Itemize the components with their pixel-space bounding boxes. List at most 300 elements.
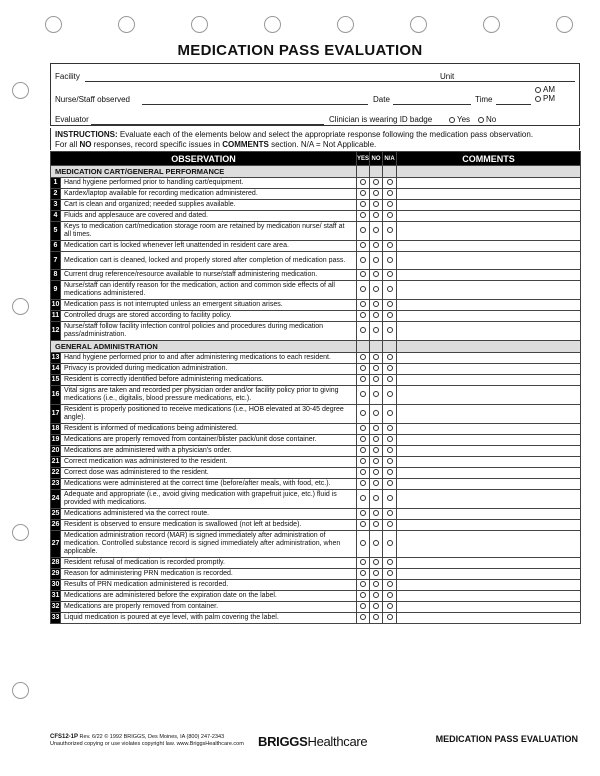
- yes-radio-cell[interactable]: [357, 509, 370, 520]
- yes-radio-cell[interactable]: [357, 457, 370, 468]
- yes-radio-cell[interactable]: [357, 189, 370, 200]
- no-radio-cell[interactable]: [370, 558, 383, 569]
- radio-icon: [449, 117, 455, 123]
- na-radio-cell[interactable]: [383, 405, 397, 424]
- radio-icon: [373, 365, 379, 371]
- table-row: [51, 241, 581, 252]
- table-row: [51, 509, 581, 520]
- no-radio-cell[interactable]: [370, 424, 383, 435]
- nurse-label: Nurse/Staff observed: [55, 95, 131, 104]
- radio-icon: [387, 425, 393, 431]
- radio-icon: [373, 425, 379, 431]
- na-radio-cell[interactable]: [383, 300, 397, 311]
- section-title: GENERAL ADMINISTRATION: [51, 341, 357, 353]
- radio-icon: [373, 312, 379, 318]
- comments-cell[interactable]: [397, 424, 581, 435]
- observation-text: Liquid medication is poured at eye level, with palm covering the label.: [61, 613, 357, 624]
- radio-icon: [387, 212, 393, 218]
- table-row: [51, 591, 581, 602]
- yes-radio-cell[interactable]: [357, 200, 370, 211]
- radio-icon: [373, 376, 379, 382]
- yes-radio-cell[interactable]: [357, 252, 370, 270]
- radio-icon: [373, 480, 379, 486]
- unit-field[interactable]: [458, 81, 575, 82]
- radio-icon: [360, 301, 366, 307]
- row-number: 2: [51, 189, 61, 200]
- na-radio-cell[interactable]: [383, 178, 397, 189]
- table-row: [51, 613, 581, 624]
- yes-radio-cell[interactable]: [357, 364, 370, 375]
- am-option[interactable]: AM: [535, 85, 555, 94]
- radio-icon: [535, 87, 541, 93]
- footer-legal: CFS12-1P Rev. 6/22 © 1992 BRIGGS, Des Moines, IA (800) 247-2343 Unauthorized copying or use violates copyright law. www.BriggsHealthcare.com: [50, 734, 244, 747]
- radio-icon: [360, 603, 366, 609]
- radio-icon: [360, 312, 366, 318]
- table-row: [51, 211, 581, 222]
- radio-icon: [360, 559, 366, 565]
- table-row: [51, 375, 581, 386]
- comments-cell[interactable]: [397, 580, 581, 591]
- radio-icon: [387, 458, 393, 464]
- row-number: 19: [51, 435, 61, 446]
- no-radio-cell[interactable]: [370, 300, 383, 311]
- na-radio-cell[interactable]: [383, 435, 397, 446]
- radio-icon: [373, 286, 379, 292]
- radio-icon: [373, 271, 379, 277]
- date-label: Date: [373, 95, 390, 104]
- row-number: 9: [51, 281, 61, 300]
- no-radio-cell[interactable]: [370, 580, 383, 591]
- radio-icon: [360, 190, 366, 196]
- radio-icon: [360, 614, 366, 620]
- yes-radio-cell[interactable]: [357, 613, 370, 624]
- na-radio-cell[interactable]: [383, 375, 397, 386]
- radio-icon: [387, 570, 393, 576]
- table-row: [51, 270, 581, 281]
- row-number: 29: [51, 569, 61, 580]
- comments-cell[interactable]: [397, 509, 581, 520]
- comments-cell[interactable]: [397, 569, 581, 580]
- row-number: 23: [51, 479, 61, 490]
- radio-icon: [373, 521, 379, 527]
- section-header-cell: [397, 166, 581, 178]
- yes-radio-cell[interactable]: [357, 405, 370, 424]
- na-radio-cell[interactable]: [383, 509, 397, 520]
- radio-icon: [373, 179, 379, 185]
- comments-cell[interactable]: [397, 405, 581, 424]
- no-radio-cell[interactable]: [370, 353, 383, 364]
- radio-icon: [387, 312, 393, 318]
- yes-radio-cell[interactable]: [357, 322, 370, 341]
- table-row: [51, 300, 581, 311]
- radio-icon: [360, 410, 366, 416]
- section-header-cell: [370, 341, 383, 353]
- radio-icon: [373, 570, 379, 576]
- radio-icon: [387, 190, 393, 196]
- time-field[interactable]: [496, 104, 531, 105]
- id-badge-yes-option[interactable]: Yes: [449, 115, 470, 124]
- radio-icon: [373, 510, 379, 516]
- na-radio-cell[interactable]: [383, 241, 397, 252]
- radio-icon: [387, 447, 393, 453]
- no-radio-cell[interactable]: [370, 457, 383, 468]
- row-number: 6: [51, 241, 61, 252]
- yes-radio-cell[interactable]: [357, 531, 370, 558]
- comments-cell[interactable]: [397, 364, 581, 375]
- na-radio-cell[interactable]: [383, 364, 397, 375]
- section-header-row: [51, 341, 581, 353]
- comments-cell[interactable]: [397, 520, 581, 531]
- radio-icon: [373, 581, 379, 587]
- yes-radio-cell[interactable]: [357, 490, 370, 509]
- no-radio-cell[interactable]: [370, 311, 383, 322]
- radio-icon: [360, 376, 366, 382]
- radio-icon: [373, 410, 379, 416]
- comments-cell[interactable]: [397, 178, 581, 189]
- yes-radio-cell[interactable]: [357, 211, 370, 222]
- row-number: 28: [51, 558, 61, 569]
- na-radio-cell[interactable]: [383, 211, 397, 222]
- no-column-header: NO: [370, 152, 383, 166]
- section-header-cell: [357, 166, 370, 178]
- yes-radio-cell[interactable]: [357, 300, 370, 311]
- table-row: [51, 468, 581, 479]
- na-radio-cell[interactable]: [383, 602, 397, 613]
- observation-text: Fluids and applesauce are covered and dated.: [61, 211, 357, 222]
- comments-cell[interactable]: [397, 479, 581, 490]
- yes-radio-cell[interactable]: [357, 569, 370, 580]
- no-radio-cell[interactable]: [370, 613, 383, 624]
- na-radio-cell[interactable]: [383, 468, 397, 479]
- comments-column-header: COMMENTS: [397, 152, 581, 166]
- observation-text: Vital signs are taken and recorded per physician order and/or facility policy prior to giving medications (i.e., digitalis, blood pressure medications, etc.).: [61, 386, 357, 405]
- comments-cell[interactable]: [397, 531, 581, 558]
- table-row: [51, 405, 581, 424]
- radio-icon: [478, 117, 484, 123]
- no-radio-cell[interactable]: [370, 178, 383, 189]
- row-number: 27: [51, 531, 61, 558]
- comments-cell[interactable]: [397, 375, 581, 386]
- comments-cell[interactable]: [397, 468, 581, 479]
- date-field[interactable]: [393, 104, 471, 105]
- no-radio-cell[interactable]: [370, 375, 383, 386]
- na-radio-cell[interactable]: [383, 222, 397, 241]
- row-number: 22: [51, 468, 61, 479]
- yes-radio-cell[interactable]: [357, 591, 370, 602]
- radio-icon: [387, 201, 393, 207]
- radio-icon: [360, 227, 366, 233]
- punch-hole: [12, 524, 29, 541]
- yes-radio-cell[interactable]: [357, 520, 370, 531]
- punch-hole: [483, 16, 500, 33]
- comments-cell[interactable]: [397, 241, 581, 252]
- observation-text: Medications are properly removed from container/blister pack/unit dose container.: [61, 435, 357, 446]
- section-header-cell: [383, 341, 397, 353]
- yes-radio-cell[interactable]: [357, 602, 370, 613]
- na-radio-cell[interactable]: [383, 322, 397, 341]
- radio-icon: [387, 410, 393, 416]
- radio-icon: [387, 286, 393, 292]
- yes-radio-cell[interactable]: [357, 241, 370, 252]
- time-label: Time: [475, 95, 493, 104]
- yes-radio-cell[interactable]: [357, 446, 370, 457]
- na-radio-cell[interactable]: [383, 531, 397, 558]
- na-radio-cell[interactable]: [383, 189, 397, 200]
- observation-text: Medication administration record (MAR) is signed immediately after administration of medication. Controlled substance record is signed immediately after administration, when applicable.: [61, 531, 357, 558]
- radio-icon: [360, 495, 366, 501]
- yes-radio-cell[interactable]: [357, 435, 370, 446]
- yes-radio-cell[interactable]: [357, 375, 370, 386]
- na-radio-cell[interactable]: [383, 479, 397, 490]
- observation-text: Current drug reference/resource available to nurse/staff administering medication.: [61, 270, 357, 281]
- yes-radio-cell[interactable]: [357, 580, 370, 591]
- punch-hole: [45, 16, 62, 33]
- yes-radio-cell[interactable]: [357, 222, 370, 241]
- comments-cell[interactable]: [397, 252, 581, 270]
- row-number: 20: [51, 446, 61, 457]
- comments-cell[interactable]: [397, 353, 581, 364]
- row-number: 26: [51, 520, 61, 531]
- radio-icon: [387, 376, 393, 382]
- radio-icon: [373, 603, 379, 609]
- na-radio-cell[interactable]: [383, 281, 397, 300]
- observation-text: Correct dose was administered to the resident.: [61, 468, 357, 479]
- no-radio-cell[interactable]: [370, 200, 383, 211]
- radio-icon: [360, 581, 366, 587]
- row-number: 31: [51, 591, 61, 602]
- table-row: [51, 602, 581, 613]
- table-row: [51, 281, 581, 300]
- id-badge-no-option[interactable]: No: [478, 115, 496, 124]
- comments-cell[interactable]: [397, 386, 581, 405]
- radio-icon: [387, 469, 393, 475]
- facility-field[interactable]: [85, 81, 469, 82]
- comments-cell[interactable]: [397, 322, 581, 341]
- radio-icon: [373, 327, 379, 333]
- comments-cell[interactable]: [397, 490, 581, 509]
- radio-icon: [373, 447, 379, 453]
- observation-text: Adequate and appropriate (i.e., avoid giving medication with grapefruit juice, etc.) fluid is provided with medications.: [61, 490, 357, 509]
- comments-cell[interactable]: [397, 613, 581, 624]
- radio-icon: [360, 257, 366, 263]
- radio-icon: [360, 201, 366, 207]
- evaluation-table: [50, 151, 581, 624]
- yes-radio-cell[interactable]: [357, 479, 370, 490]
- punch-hole: [410, 16, 427, 33]
- no-radio-cell[interactable]: [370, 468, 383, 479]
- radio-icon: [360, 540, 366, 546]
- no-radio-cell[interactable]: [370, 569, 383, 580]
- table-row: [51, 222, 581, 241]
- observation-text: Hand hygiene performed prior to and after administering medications to each resident.: [61, 353, 357, 364]
- pm-option[interactable]: PM: [535, 94, 555, 103]
- no-radio-cell[interactable]: [370, 222, 383, 241]
- row-number: 10: [51, 300, 61, 311]
- evaluator-field[interactable]: [91, 124, 324, 125]
- row-number: 12: [51, 322, 61, 341]
- no-radio-cell[interactable]: [370, 602, 383, 613]
- punch-hole: [118, 16, 135, 33]
- no-radio-cell[interactable]: [370, 270, 383, 281]
- table-row: [51, 520, 581, 531]
- radio-icon: [373, 201, 379, 207]
- na-radio-cell[interactable]: [383, 270, 397, 281]
- row-number: 21: [51, 457, 61, 468]
- row-number: 30: [51, 580, 61, 591]
- observation-text: Medications are administered before the expiration date on the label.: [61, 591, 357, 602]
- observation-text: Medications were administered at the correct time (before/after meals, with food, etc.).: [61, 479, 357, 490]
- table-row: [51, 435, 581, 446]
- no-radio-cell[interactable]: [370, 322, 383, 341]
- yes-radio-cell[interactable]: [357, 386, 370, 405]
- radio-icon: [360, 425, 366, 431]
- radio-icon: [387, 614, 393, 620]
- yes-radio-cell[interactable]: [357, 281, 370, 300]
- table-row: [51, 479, 581, 490]
- comments-cell[interactable]: [397, 281, 581, 300]
- comments-cell[interactable]: [397, 311, 581, 322]
- comments-cell[interactable]: [397, 591, 581, 602]
- comments-cell[interactable]: [397, 457, 581, 468]
- table-row: [51, 189, 581, 200]
- radio-icon: [387, 227, 393, 233]
- no-radio-cell[interactable]: [370, 591, 383, 602]
- radio-icon: [360, 458, 366, 464]
- comments-cell[interactable]: [397, 189, 581, 200]
- row-number: 33: [51, 613, 61, 624]
- no-radio-cell[interactable]: [370, 189, 383, 200]
- comments-cell[interactable]: [397, 446, 581, 457]
- na-radio-cell[interactable]: [383, 353, 397, 364]
- radio-icon: [387, 521, 393, 527]
- no-radio-cell[interactable]: [370, 252, 383, 270]
- no-radio-cell[interactable]: [370, 405, 383, 424]
- observation-text: Correct medication was administered to the resident.: [61, 457, 357, 468]
- row-number: 7: [51, 252, 61, 270]
- radio-icon: [373, 242, 379, 248]
- no-radio-cell[interactable]: [370, 386, 383, 405]
- no-radio-cell[interactable]: [370, 479, 383, 490]
- row-number: 24: [51, 490, 61, 509]
- table-row: [51, 531, 581, 558]
- no-radio-cell[interactable]: [370, 446, 383, 457]
- na-radio-cell[interactable]: [383, 591, 397, 602]
- na-radio-cell[interactable]: [383, 520, 397, 531]
- no-radio-cell[interactable]: [370, 531, 383, 558]
- punch-hole: [556, 16, 573, 33]
- observation-text: Keys to medication cart/medication storage room are retained by medication nurse/ staff at all times.: [61, 222, 357, 241]
- na-radio-cell[interactable]: [383, 580, 397, 591]
- row-number: 1: [51, 178, 61, 189]
- comments-cell[interactable]: [397, 435, 581, 446]
- form-title: MEDICATION PASS EVALUATION: [177, 42, 423, 59]
- comments-cell[interactable]: [397, 602, 581, 613]
- no-radio-cell[interactable]: [370, 435, 383, 446]
- yes-radio-cell[interactable]: [357, 178, 370, 189]
- yes-radio-cell[interactable]: [357, 468, 370, 479]
- radio-icon: [360, 327, 366, 333]
- comments-cell[interactable]: [397, 270, 581, 281]
- no-radio-cell[interactable]: [370, 281, 383, 300]
- radio-icon: [360, 286, 366, 292]
- table-row: [51, 558, 581, 569]
- table-row: [51, 322, 581, 341]
- na-radio-cell[interactable]: [383, 457, 397, 468]
- na-radio-cell[interactable]: [383, 569, 397, 580]
- na-radio-cell[interactable]: [383, 613, 397, 624]
- row-number: 4: [51, 211, 61, 222]
- comments-cell[interactable]: [397, 211, 581, 222]
- table-row: [51, 424, 581, 435]
- no-radio-cell[interactable]: [370, 241, 383, 252]
- na-radio-cell[interactable]: [383, 490, 397, 509]
- observation-text: Medications administered via the correct route.: [61, 509, 357, 520]
- no-radio-cell[interactable]: [370, 509, 383, 520]
- row-number: 15: [51, 375, 61, 386]
- observation-text: Nurse/staff can identify reason for the medication, action and common side effects of all medications administered.: [61, 281, 357, 300]
- radio-icon: [360, 447, 366, 453]
- observation-text: Resident is observed to ensure medication is swallowed (not left at bedside).: [61, 520, 357, 531]
- yes-radio-cell[interactable]: [357, 558, 370, 569]
- no-radio-cell[interactable]: [370, 520, 383, 531]
- radio-icon: [387, 301, 393, 307]
- comments-cell[interactable]: [397, 300, 581, 311]
- observation-text: Resident is properly positioned to receive medications (i.e., HOB elevated at 30-45 degree angle).: [61, 405, 357, 424]
- no-radio-cell[interactable]: [370, 490, 383, 509]
- radio-icon: [373, 354, 379, 360]
- na-radio-cell[interactable]: [383, 311, 397, 322]
- comments-cell[interactable]: [397, 222, 581, 241]
- table-row: [51, 580, 581, 591]
- row-number: 32: [51, 602, 61, 613]
- header-fields-box: [50, 63, 580, 126]
- na-radio-cell[interactable]: [383, 200, 397, 211]
- radio-icon: [360, 391, 366, 397]
- na-radio-cell[interactable]: [383, 446, 397, 457]
- observation-text: Cart is clean and organized; needed supplies available.: [61, 200, 357, 211]
- yes-radio-cell[interactable]: [357, 424, 370, 435]
- nurse-field[interactable]: [142, 104, 368, 105]
- comments-cell[interactable]: [397, 200, 581, 211]
- radio-icon: [387, 559, 393, 565]
- na-radio-cell[interactable]: [383, 252, 397, 270]
- yes-radio-cell[interactable]: [357, 353, 370, 364]
- no-radio-cell[interactable]: [370, 364, 383, 375]
- comments-cell[interactable]: [397, 558, 581, 569]
- yes-radio-cell[interactable]: [357, 311, 370, 322]
- section-header-cell: [357, 341, 370, 353]
- radio-icon: [535, 96, 541, 102]
- observation-text: Controlled drugs are stored according to facility policy.: [61, 311, 357, 322]
- yes-radio-cell[interactable]: [357, 270, 370, 281]
- na-radio-cell[interactable]: [383, 386, 397, 405]
- no-radio-cell[interactable]: [370, 211, 383, 222]
- instructions: INSTRUCTIONS: Evaluate each of the elements below and select the appropriate response following the medication pass observation. For all NO responses, record specific issues in COMMENTS section. N/A = Not Applicable.: [50, 128, 580, 150]
- row-number: 11: [51, 311, 61, 322]
- radio-icon: [360, 592, 366, 598]
- na-radio-cell[interactable]: [383, 424, 397, 435]
- punch-hole: [191, 16, 208, 33]
- punch-hole: [264, 16, 281, 33]
- radio-icon: [373, 190, 379, 196]
- radio-icon: [373, 212, 379, 218]
- radio-icon: [387, 480, 393, 486]
- observation-text: Kardex/laptop available for recording medication administered.: [61, 189, 357, 200]
- id-badge-label: Clinician is wearing ID badge: [329, 115, 433, 124]
- footer-form-title: MEDICATION PASS EVALUATION: [435, 734, 578, 744]
- radio-icon: [387, 391, 393, 397]
- na-radio-cell[interactable]: [383, 558, 397, 569]
